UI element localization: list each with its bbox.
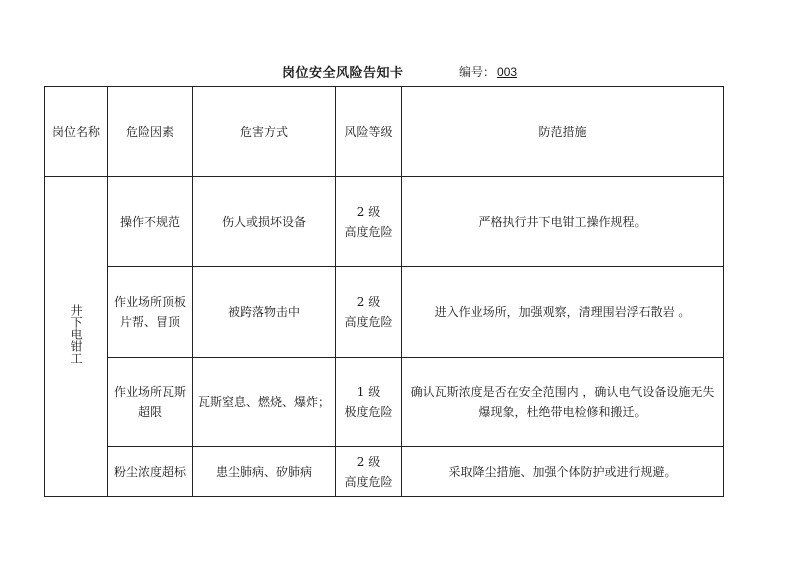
level-grade: 1 级 xyxy=(356,385,381,399)
level-desc: 高度危险 xyxy=(344,315,393,329)
level-grade: 2 级 xyxy=(356,204,381,219)
header-mode: 危害方式 xyxy=(193,87,336,177)
mode-cell: 患尘肺病、矽肺病 xyxy=(193,447,336,497)
level-grade: 2 级 xyxy=(356,454,381,469)
header-factor: 危险因素 xyxy=(108,87,193,177)
level-desc: 高度危险 xyxy=(344,224,393,239)
level-grade: 2 级 xyxy=(356,295,381,309)
card-number xyxy=(459,63,517,80)
factor-cell: 作业场所顶板片帮、冒顶 xyxy=(108,267,193,358)
measure-cell: 严格执行井下电钳工操作规程。 xyxy=(402,177,724,267)
mode-cell: 伤人或损坏设备 xyxy=(193,177,336,267)
mode-cell: 瓦斯窒息、燃烧、爆炸； xyxy=(193,358,336,447)
level-desc: 极度危险 xyxy=(344,405,393,419)
card-title: 岗位安全风险告知卡 xyxy=(282,66,404,81)
table-row xyxy=(45,177,724,267)
measure-cell: 采取降尘措施、加强个体防护或进行规避。 xyxy=(402,447,724,497)
card-number-label: 编号： xyxy=(459,65,496,79)
card-number-value: 003 xyxy=(497,65,518,79)
table-row xyxy=(45,267,724,358)
position-name: 井下电钳工 xyxy=(69,303,83,364)
measure-cell: 进入作业场所，加强观察，清理围岩浮石散岩 。 xyxy=(402,267,724,358)
level-cell xyxy=(336,177,402,267)
measure-cell: 确认瓦斯浓度是否在安全范围内 ，确认电气设备设施无失爆现象，杜绝带电检修和搬迁。 xyxy=(402,358,724,447)
factor-cell: 粉尘浓度超标 xyxy=(108,447,193,497)
table-row xyxy=(45,447,724,497)
level-cell xyxy=(336,447,402,497)
risk-table xyxy=(44,86,724,497)
header-position: 岗位名称 xyxy=(45,87,108,177)
factor-cell: 操作不规范 xyxy=(108,177,193,267)
card-header xyxy=(0,62,800,82)
header-row xyxy=(45,87,724,177)
header-level: 风险等级 xyxy=(336,87,402,177)
level-cell xyxy=(336,358,402,447)
factor-cell: 作业场所瓦斯超限 xyxy=(108,358,193,447)
position-name-cell xyxy=(45,177,108,497)
mode-cell: 被跨落物击中 xyxy=(193,267,336,358)
table-row xyxy=(45,358,724,447)
header-measure: 防范措施 xyxy=(402,87,724,177)
level-cell xyxy=(336,267,402,358)
level-desc: 高度危险 xyxy=(344,474,393,489)
